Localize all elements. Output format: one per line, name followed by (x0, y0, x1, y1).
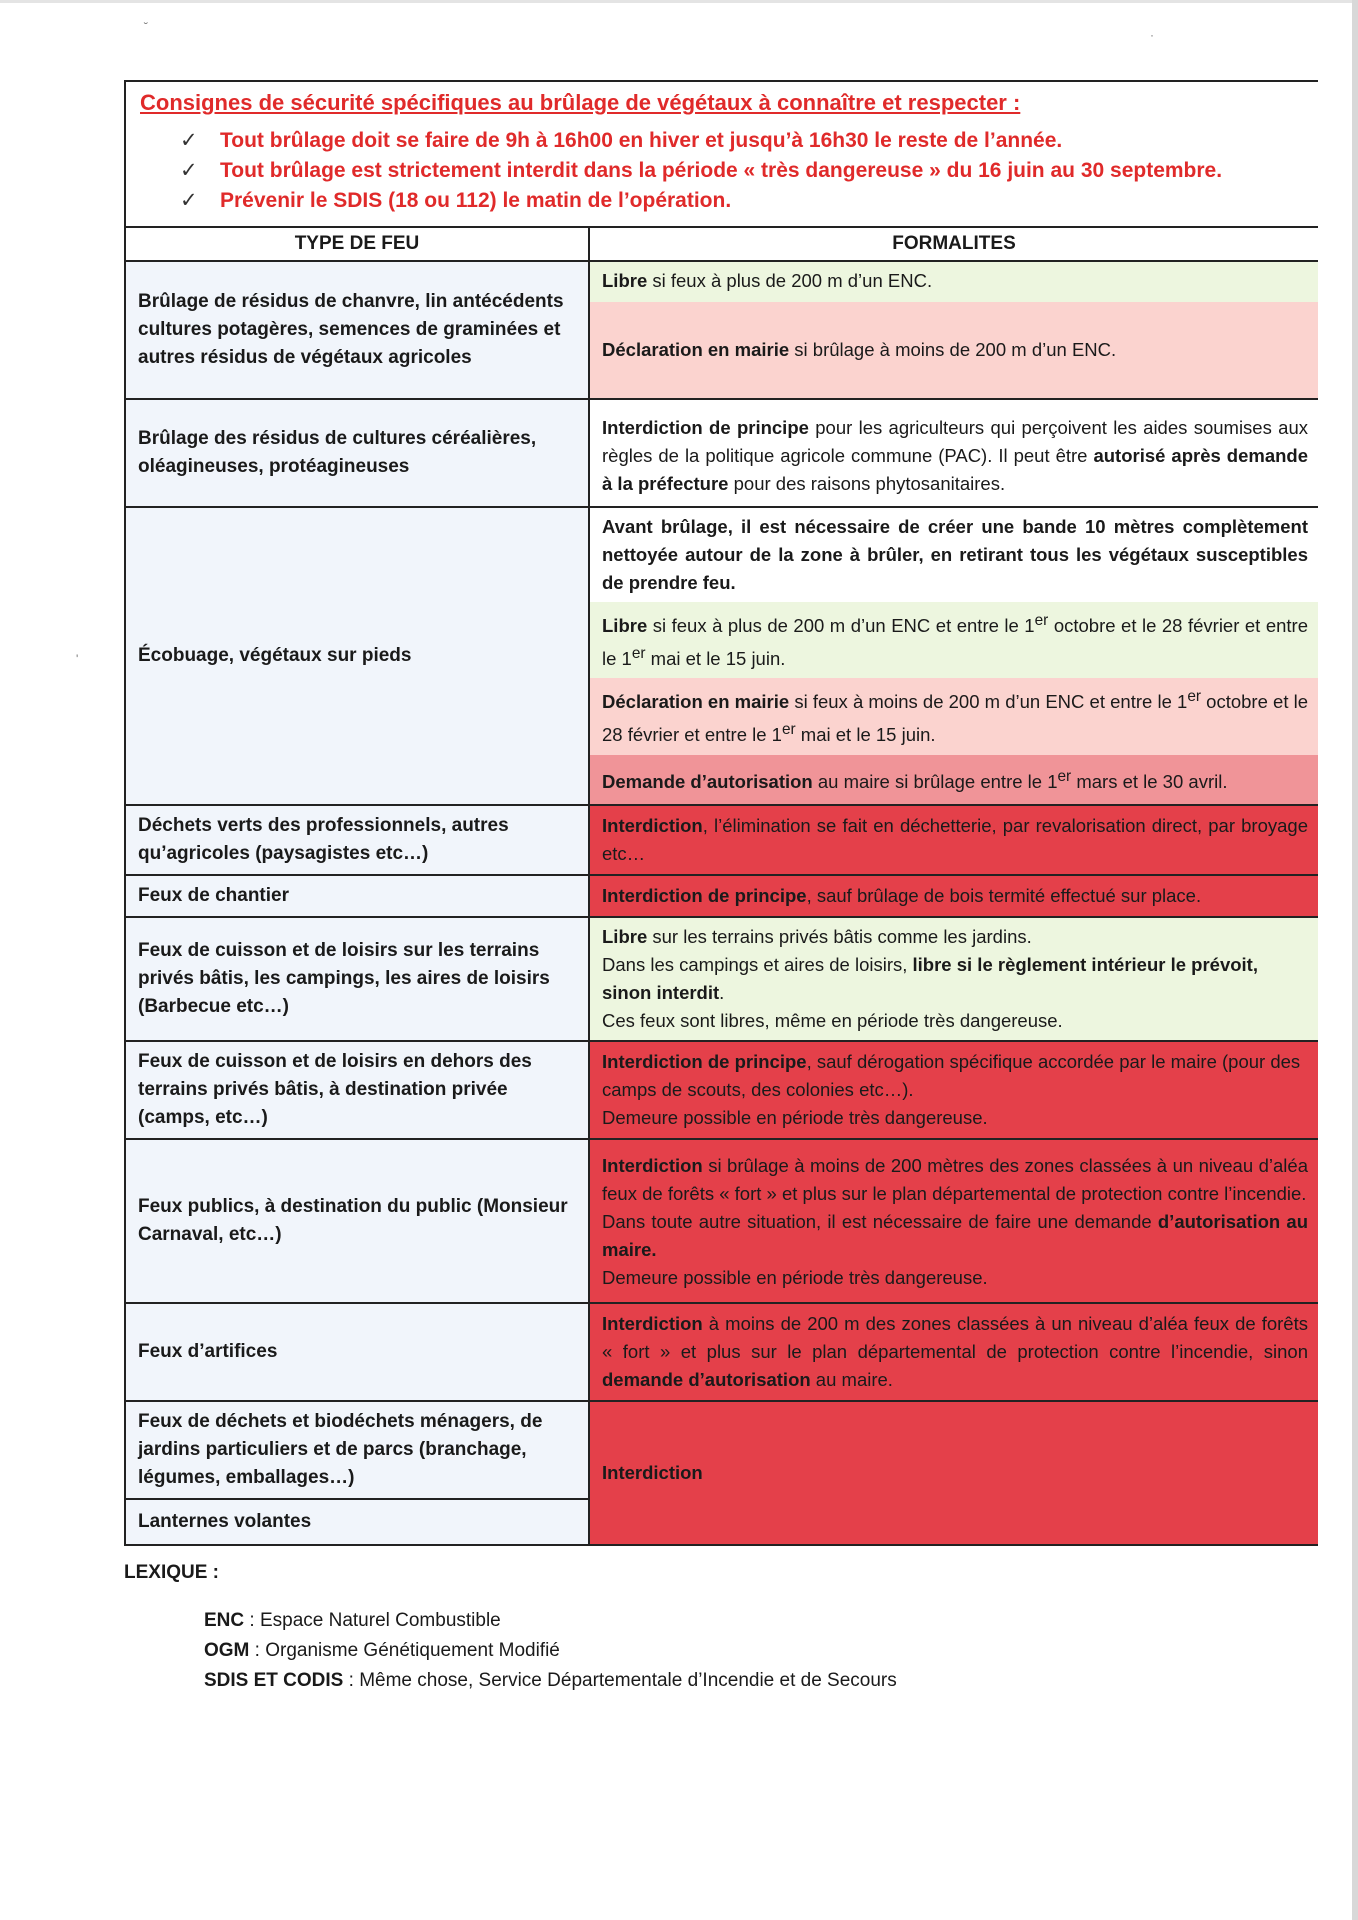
table-row (125, 261, 1318, 399)
formalite-segment: Interdiction (602, 1461, 703, 1483)
lexique-definition: : Espace Naturel Combustible (244, 1609, 501, 1631)
formalite-segment: Avant brûlage, il est nécessaire de créer une bande 10 mètres complètement nettoyée autour de la zone à brûler, en retirant tous les végétaux susceptibles de prendre feu. (602, 516, 1308, 593)
table-row (125, 805, 1318, 875)
scan-top-edge (0, 0, 1358, 3)
safety-instructions (124, 80, 1318, 226)
lexique-item (204, 1636, 1318, 1666)
formalites-cell (589, 1401, 1318, 1545)
rule-text: Tout brûlage est strictement interdit dans la période « très dangereuse » du 16 juin au 30 septembre. (220, 159, 1223, 182)
fire-type-cell: Feux de chantier (125, 875, 589, 917)
lexique-term: ENC (204, 1609, 245, 1631)
formalite-segment: Déclaration en mairie si brûlage à moins de 200 m d’un ENC. (590, 302, 1318, 398)
formalites-cell (589, 917, 1318, 1041)
check-icon: ✓ (180, 159, 198, 182)
fire-type-cell: Lanternes volantes (125, 1499, 589, 1545)
lexique-item (204, 1666, 1318, 1696)
fire-type-cell: Feux de déchets et biodéchets ménagers, de jardins particuliers et de parcs (branchage, légumes, emballages…) (125, 1401, 589, 1499)
fire-type-cell: Brûlage de résidus de chanvre, lin antécédents cultures potagères, semences de graminées et autres résidus de végétaux agricoles (125, 261, 589, 399)
formalite-segment: Libre sur les terrains privés bâtis comme les jardins. Dans les campings et aires de loisirs, libre si le règlement intérieur le prévoit, sinon interdit. Ces feux sont libres, même en période très dangereuse. (602, 925, 1258, 1031)
fire-type-cell: Brûlage des résidus de cultures céréalières, oléagineuses, protéagineuses (125, 399, 589, 507)
formalites-cell (589, 399, 1318, 507)
lexique-item (204, 1606, 1318, 1636)
formalite-segment: Interdiction de principe pour les agriculteurs qui perçoivent les aides soumises aux règles de la politique agricole commune (PAC). Il peut être autorisé après demande à la préfecture pour des raisons phytosanitaires. (602, 417, 1309, 494)
table-row (125, 1303, 1318, 1401)
formalites-cell (589, 507, 1318, 805)
formalite-segment: Demande d’autorisation au maire si brûlage entre le 1er mars et le 30 avril. (590, 755, 1318, 804)
table-row (125, 1041, 1318, 1139)
formalites-cell (589, 261, 1318, 399)
formalites-cell (589, 1139, 1318, 1303)
table-row (125, 875, 1318, 917)
table-row (125, 399, 1318, 507)
lexique-title: LEXIQUE : (124, 1561, 220, 1583)
formalite-segment: Libre si feux à plus de 200 m d’un ENC. (590, 262, 1318, 302)
scan-mark: ˘ (144, 20, 148, 34)
scan-right-edge (1352, 0, 1358, 1920)
lexique-term: OGM (204, 1639, 250, 1661)
safety-rule (140, 156, 1306, 186)
lexique-definition: : Même chose, Service Départementale d’Incendie et de Secours (343, 1669, 897, 1691)
check-icon: ✓ (180, 189, 198, 212)
document-sheet (124, 80, 1318, 1696)
formalite-segment: Interdiction, l’élimination se fait en déchetterie, par revalorisation direct, par broyage etc… (602, 814, 1308, 864)
column-header-formalites: FORMALITES (589, 227, 1318, 261)
rule-text: Tout brûlage doit se faire de 9h à 16h00 en hiver et jusqu’à 16h30 le reste de l’année. (220, 129, 1063, 152)
rule-text: Prévenir le SDIS (18 ou 112) le matin de l’opération. (220, 189, 732, 212)
table-row (125, 1139, 1318, 1303)
lexique-definition: : Organisme Génétiquement Modifié (249, 1639, 560, 1661)
safety-rule (140, 126, 1306, 156)
formalite-segment: Libre si feux à plus de 200 m d’un ENC et entre le 1er octobre et le 28 février et entre le 1er mai et le 15 juin. (590, 602, 1318, 678)
formalites-cell (589, 1303, 1318, 1401)
lexique-list (204, 1606, 1318, 1696)
table-row (125, 507, 1318, 805)
fire-type-cell: Écobuage, végétaux sur pieds (125, 507, 589, 805)
table-row (125, 1401, 1318, 1499)
formalite-segment: Interdiction à moins de 200 m des zones classées à un niveau d’aléa feux de forêts « fort » et plus sur le plan départemental de protection contre l’incendie, sinon demande d’autorisation au maire. (602, 1312, 1308, 1390)
check-icon: ✓ (180, 129, 198, 152)
table-row (125, 917, 1318, 1041)
lexique-term: SDIS ET CODIS (204, 1669, 344, 1691)
safety-rule (140, 186, 1306, 216)
fire-type-cell: Feux publics, à destination du public (Monsieur Carnaval, etc…) (125, 1139, 589, 1303)
fire-type-cell: Feux de cuisson et de loisirs en dehors des terrains privés bâtis, à destination privée (camps, etc…) (125, 1041, 589, 1139)
safety-rules (140, 126, 1306, 216)
scan-mark: ' (76, 652, 79, 666)
formalite-segment: Déclaration en mairie si feux à moins de 200 m d’un ENC et entre le 1er octobre et le 28 février et entre le 1er mai et le 15 juin. (590, 678, 1318, 754)
safety-title: Consignes de sécurité spécifiques au brûlage de végétaux à connaître et respecter : (140, 90, 1021, 115)
formalite-segment: Interdiction de principe, sauf dérogation spécifique accordée par le maire (pour des camps de scouts, des colonies etc…). Demeure possible en période très dangereuse. (602, 1050, 1301, 1128)
formalites-cell (589, 1041, 1318, 1139)
fire-type-cell: Déchets verts des professionnels, autres qu’agricoles (paysagistes etc…) (125, 805, 589, 875)
fire-type-cell: Feux de cuisson et de loisirs sur les terrains privés bâtis, les campings, les aires de loisirs (Barbecue etc…) (125, 917, 589, 1041)
formalite-segment: Interdiction de principe, sauf brûlage de bois termité effectué sur place. (602, 884, 1202, 906)
formalite-segment: Interdiction si brûlage à moins de 200 mètres des zones classées à un niveau d’aléa feux de forêts « fort » et plus sur le plan départemental de protection contre l’incendie. Dans toute autre situation, il est nécessaire de faire une demande d’autorisation au maire. Demeure possible en période très dangereuse. (602, 1154, 1308, 1288)
fire-type-table (124, 226, 1318, 1546)
fire-type-cell: Feux d’artifices (125, 1303, 589, 1401)
column-header-type: TYPE DE FEU (125, 227, 589, 261)
formalites-cell (589, 875, 1318, 917)
scan-mark: · (1150, 28, 1154, 42)
table-header-row (125, 227, 1318, 261)
formalites-cell (589, 805, 1318, 875)
